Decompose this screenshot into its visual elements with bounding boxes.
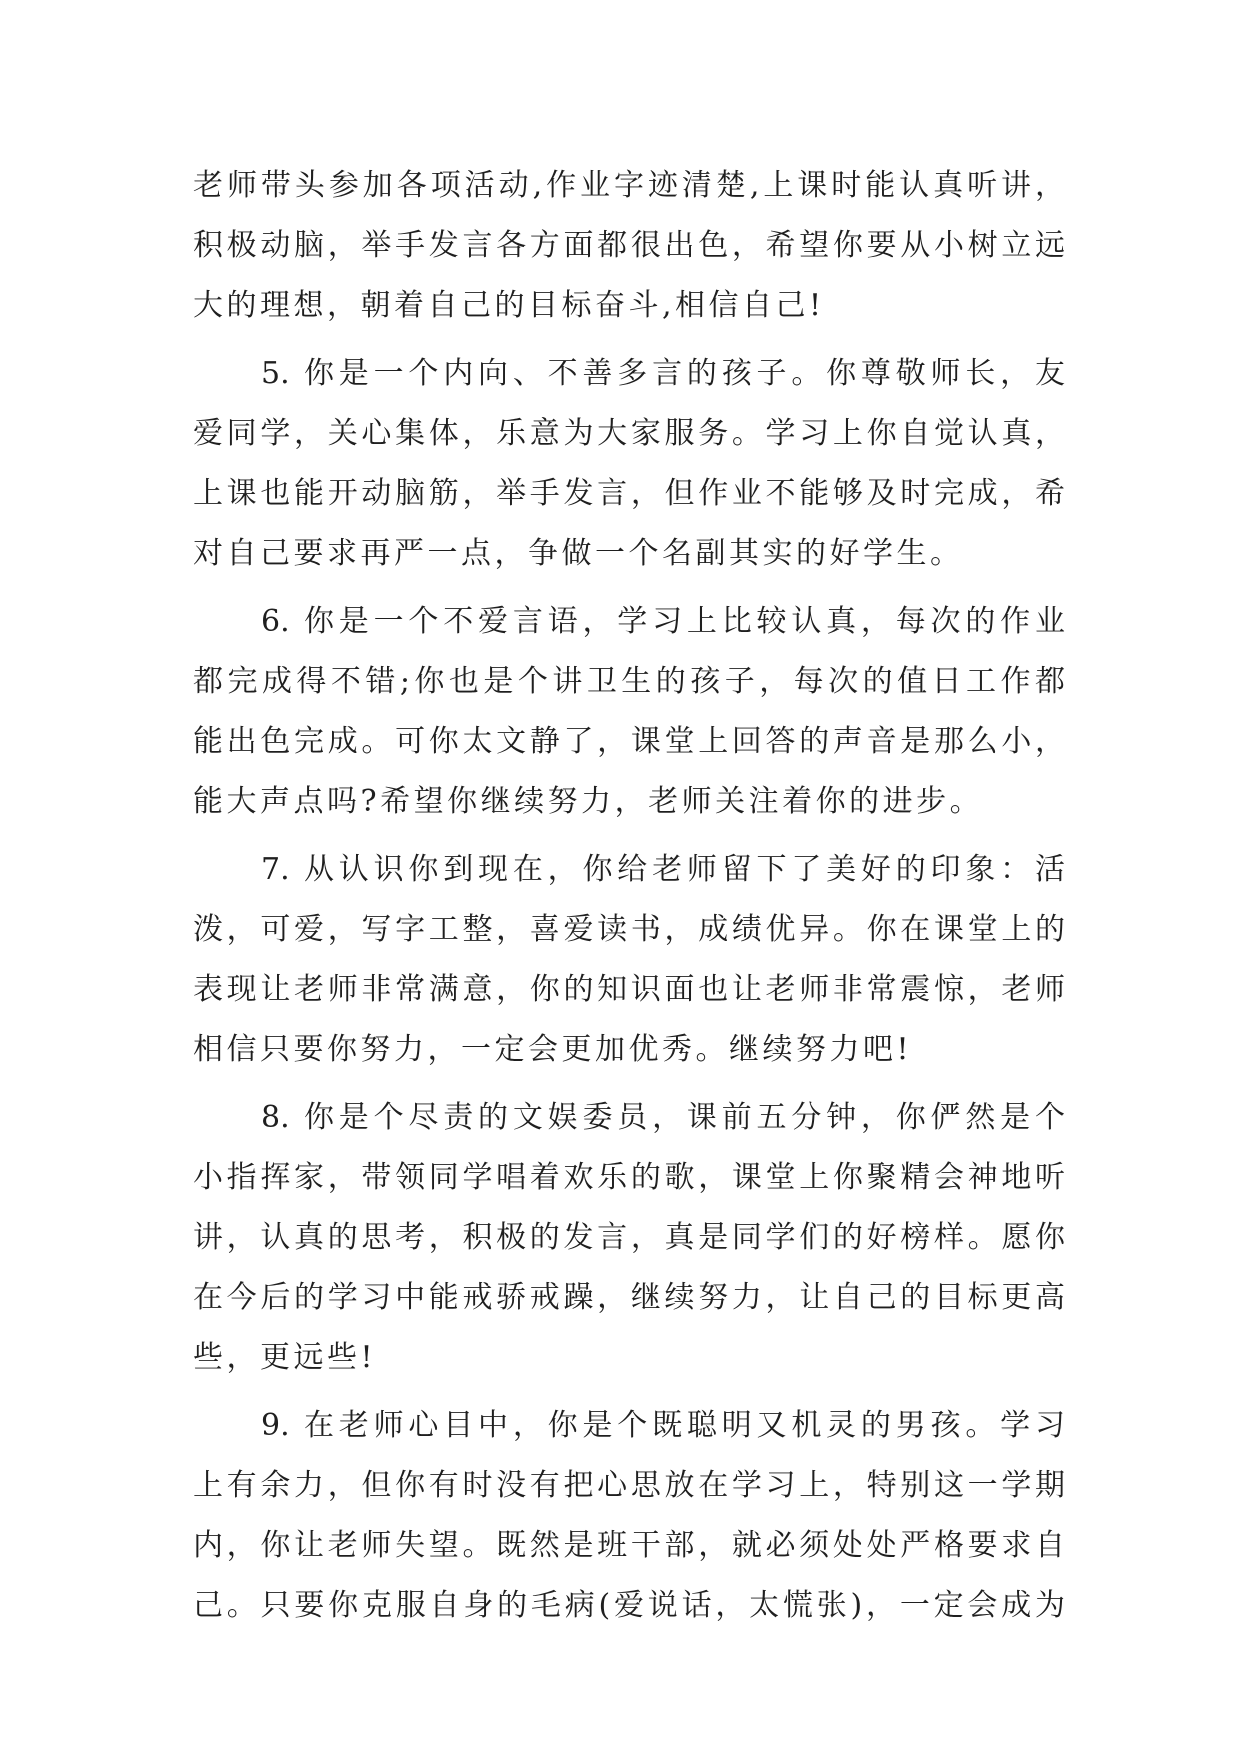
text-line: 老师带头参加各项活动,作业字迹清楚,上课时能认真听讲， [193,168,1065,203]
text-line: 5. 你是一个内向、不善多言的孩子。你尊敬师长，友 [261,356,1065,391]
text-line: 泼，可爱，写字工整，喜爱读书，成绩优异。你在课堂上的 [193,912,1065,947]
text-line: 在今后的学习中能戒骄戒躁，继续努力，让自己的目标更高 [193,1280,1065,1315]
text-line: 6. 你是一个不爱言语，学习上比较认真，每次的作业 [261,604,1065,639]
text-line: 能出色完成。可你太文静了，课堂上回答的声音是那么小， [193,724,1065,759]
document-body [193,156,1065,1636]
text-line: 能大声点吗?希望你继续努力，老师关注着你的进步。 [193,784,984,819]
text-line: 9. 在老师心目中，你是个既聪明又机灵的男孩。学习 [261,1408,1065,1443]
paragraph-item-8 [193,1088,1065,1388]
paragraph-item-5 [193,344,1065,584]
text-line: 积极动脑，举手发言各方面都很出色，希望你要从小树立远 [193,228,1065,263]
text-line: 小指挥家，带领同学唱着欢乐的歌，课堂上你聚精会神地听 [193,1160,1065,1195]
text-line: 内，你让老师失望。既然是班干部，就必须处处严格要求自 [193,1528,1065,1563]
paragraph-item-6 [193,592,1065,832]
text-line: 相信只要你努力，一定会更加优秀。继续努力吧! [193,1032,913,1067]
text-line: 都完成得不错;你也是个讲卫生的孩子，每次的值日工作都 [193,664,1065,699]
text-line: 表现让老师非常满意，你的知识面也让老师非常震惊，老师 [193,972,1065,1007]
text-line: 大的理想，朝着自己的目标奋斗,相信自己! [193,288,825,323]
text-line: 上有余力，但你有时没有把心思放在学习上，特别这一学期 [193,1468,1065,1503]
paragraph-item-9 [193,1396,1065,1636]
text-line: 爱同学，关心集体，乐意为大家服务。学习上你自觉认真， [193,416,1065,451]
text-line: 讲，认真的思考，积极的发言，真是同学们的好榜样。愿你 [193,1220,1065,1255]
text-line: 8. 你是个尽责的文娱委员，课前五分钟，你俨然是个 [261,1100,1065,1135]
text-line: 上课也能开动脑筋，举手发言，但作业不能够及时完成，希 [193,476,1065,511]
text-line: 己。只要你克服自身的毛病(爱说话，太慌张)，一定会成为 [193,1588,1065,1623]
text-line: 对自己要求再严一点，争做一个名副其实的好学生。 [193,536,964,571]
paragraph-continuation [193,156,1065,336]
text-line: 些，更远些! [193,1340,377,1375]
paragraph-item-7 [193,840,1065,1080]
text-line: 7. 从认识你到现在，你给老师留下了美好的印象：活 [261,852,1065,887]
